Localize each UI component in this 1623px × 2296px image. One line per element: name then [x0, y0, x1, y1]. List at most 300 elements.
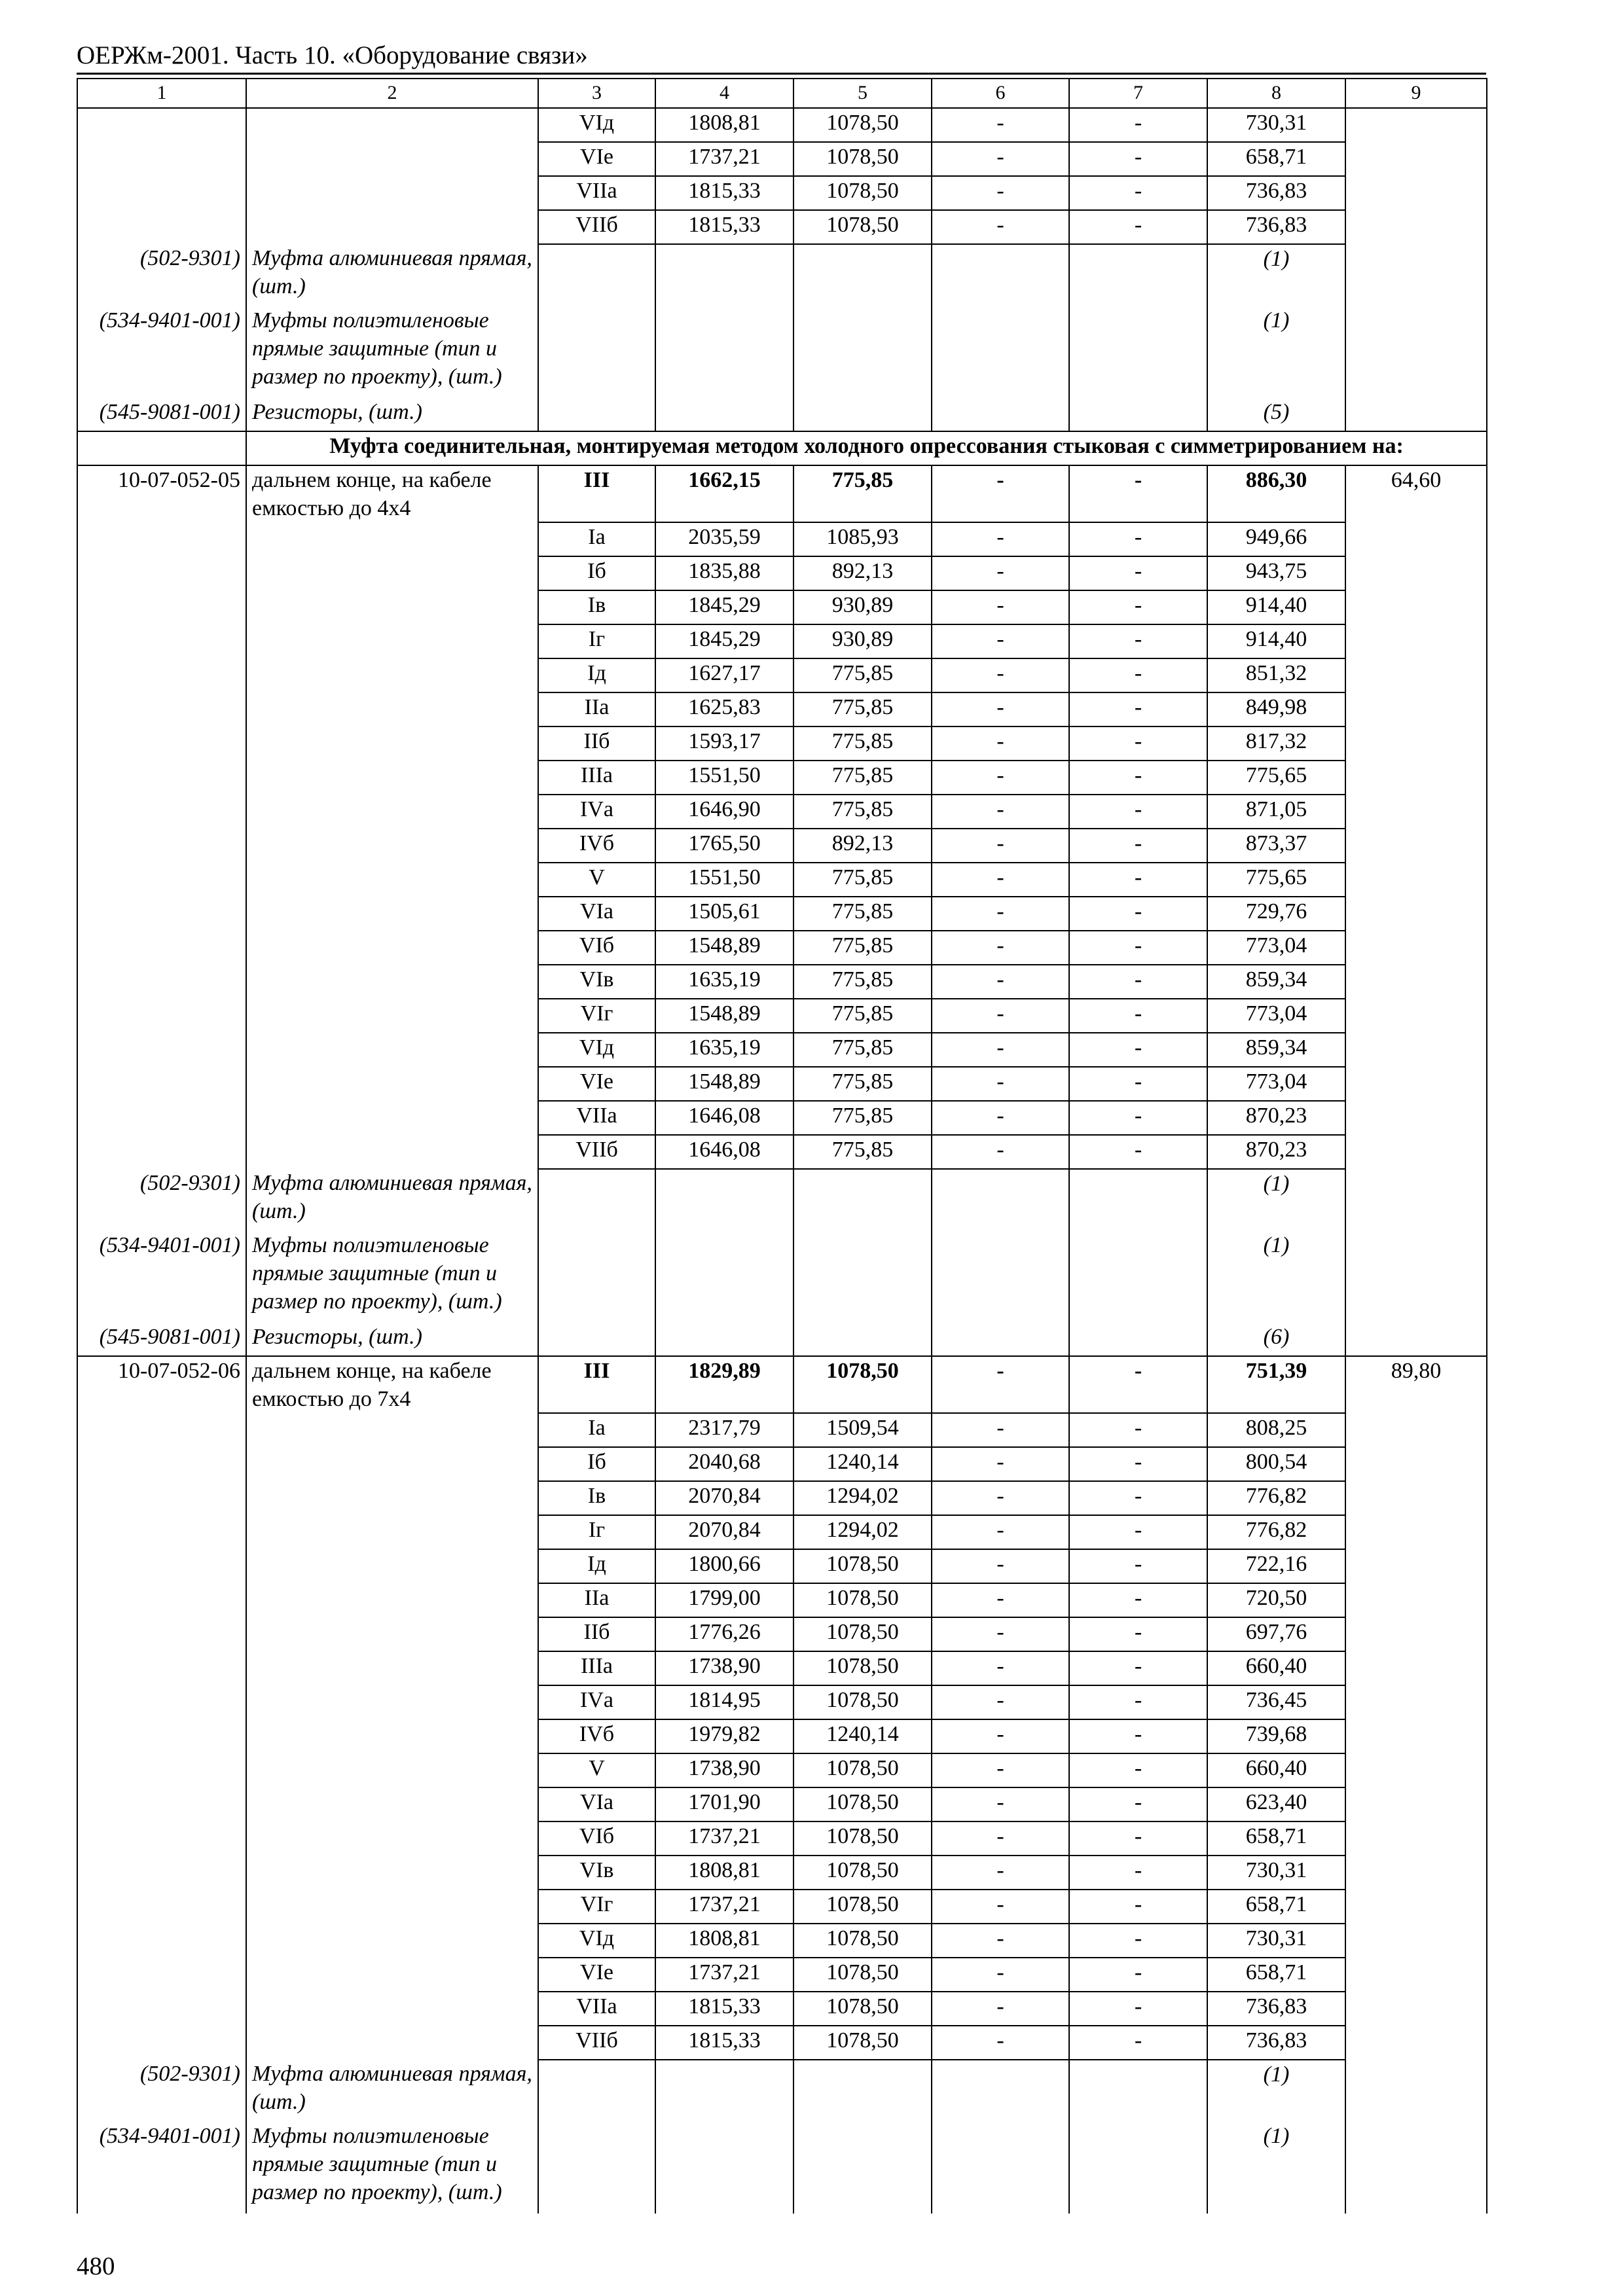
code-cell [77, 1753, 246, 1787]
materials-cell: 697,76 [1207, 1617, 1345, 1651]
driver-wages-cell: - [1069, 590, 1207, 624]
machines-cell: - [932, 1101, 1069, 1135]
zone-cell: VIе [538, 1067, 655, 1101]
code-cell: 10-07-052-05 [77, 465, 246, 522]
description-cell [246, 1856, 538, 1890]
zone-cell [538, 1323, 655, 1356]
rate-row [77, 1685, 1487, 1719]
rate-row [77, 1924, 1487, 1958]
code-cell [77, 522, 246, 556]
rate-row [77, 965, 1487, 999]
wages-cell: 1078,50 [793, 1787, 932, 1821]
driver-wages-cell: - [1069, 1101, 1207, 1135]
total-cost-cell: 1815,33 [655, 210, 793, 244]
wages-cell: 1294,02 [793, 1481, 932, 1515]
total-cost-cell: 1737,21 [655, 1890, 793, 1924]
driver-wages-cell: - [1069, 1515, 1207, 1549]
resource-row [77, 2060, 1487, 2122]
description-cell [246, 761, 538, 795]
code-cell [77, 1067, 246, 1101]
total-cost-cell: 1505,61 [655, 897, 793, 931]
code-cell [77, 1447, 246, 1481]
total-cost-cell [655, 2122, 793, 2214]
rate-row [77, 1753, 1487, 1787]
code-cell [77, 142, 246, 176]
code-cell: (534-9401-001) [77, 2122, 246, 2214]
description-cell [246, 692, 538, 726]
resource-row [77, 1231, 1487, 1323]
zone-cell: IIIа [538, 1651, 655, 1685]
rate-row [77, 726, 1487, 761]
driver-wages-cell [1069, 244, 1207, 306]
description-cell [246, 1067, 538, 1101]
total-cost-cell: 1800,66 [655, 1549, 793, 1583]
rate-row [77, 1890, 1487, 1924]
machines-cell: - [932, 1067, 1069, 1101]
code-cell [77, 1413, 246, 1447]
description-cell [246, 1447, 538, 1481]
wages-cell: 775,85 [793, 1067, 932, 1101]
labor-cell [1345, 897, 1487, 931]
column-number: 5 [793, 79, 932, 108]
zone-cell [538, 398, 655, 431]
materials-cell: 775,65 [1207, 863, 1345, 897]
total-cost-cell: 1829,89 [655, 1356, 793, 1413]
rate-row [77, 1787, 1487, 1821]
total-cost-cell: 1551,50 [655, 761, 793, 795]
labor-cell [1345, 1719, 1487, 1753]
zone-cell: Iг [538, 1515, 655, 1549]
code-cell [77, 999, 246, 1033]
labor-cell [1345, 1958, 1487, 1992]
code-cell: 10-07-052-06 [77, 1356, 246, 1413]
code-cell [77, 624, 246, 658]
machines-cell [932, 1231, 1069, 1323]
zone-cell: Iд [538, 658, 655, 692]
total-cost-cell: 1814,95 [655, 1685, 793, 1719]
column-number: 8 [1207, 79, 1345, 108]
rate-row [77, 1481, 1487, 1515]
materials-cell: 730,31 [1207, 1856, 1345, 1890]
description-cell [246, 1481, 538, 1515]
code-cell [77, 1101, 246, 1135]
description-cell [246, 1135, 538, 1169]
machines-cell: - [932, 556, 1069, 590]
labor-cell [1345, 1549, 1487, 1583]
description-cell [246, 590, 538, 624]
labor-cell [1345, 1169, 1487, 1231]
total-cost-cell: 1808,81 [655, 108, 793, 142]
code-cell: (545-9081-001) [77, 398, 246, 431]
rate-row [77, 590, 1487, 624]
resource-row [77, 1169, 1487, 1231]
wages-cell [793, 1231, 932, 1323]
total-cost-cell: 1593,17 [655, 726, 793, 761]
machines-cell: - [932, 795, 1069, 829]
zone-cell: VIа [538, 897, 655, 931]
labor-cell [1345, 726, 1487, 761]
machines-cell: - [932, 1413, 1069, 1447]
zone-cell: Iд [538, 1549, 655, 1583]
code-cell [77, 210, 246, 244]
resource-row [77, 306, 1487, 398]
driver-wages-cell: - [1069, 863, 1207, 897]
labor-cell [1345, 210, 1487, 244]
labor-cell [1345, 142, 1487, 176]
description-cell [246, 795, 538, 829]
machines-cell: - [932, 1651, 1069, 1685]
wages-cell: 775,85 [793, 1101, 932, 1135]
code-cell [77, 1787, 246, 1821]
wages-cell: 775,85 [793, 1135, 932, 1169]
rate-row [77, 658, 1487, 692]
materials-cell: 943,75 [1207, 556, 1345, 590]
labor-cell [1345, 795, 1487, 829]
wages-cell: 775,85 [793, 965, 932, 999]
materials-cell: (1) [1207, 1169, 1345, 1231]
description-cell [246, 1651, 538, 1685]
wages-cell [793, 1323, 932, 1356]
driver-wages-cell: - [1069, 1067, 1207, 1101]
rate-row [77, 897, 1487, 931]
description-cell [246, 522, 538, 556]
zone-cell: III [538, 1356, 655, 1413]
wages-cell: 1240,14 [793, 1719, 932, 1753]
wages-cell [793, 1169, 932, 1231]
materials-cell: 859,34 [1207, 965, 1345, 999]
materials-cell: 739,68 [1207, 1719, 1345, 1753]
description-cell [246, 726, 538, 761]
wages-cell: 1085,93 [793, 522, 932, 556]
wages-cell: 1509,54 [793, 1413, 932, 1447]
machines-cell: - [932, 1685, 1069, 1719]
wages-cell: 1078,50 [793, 1651, 932, 1685]
machines-cell: - [932, 1617, 1069, 1651]
wages-cell: 1078,50 [793, 1617, 932, 1651]
section-heading-row [77, 431, 1487, 465]
code-cell [77, 1821, 246, 1856]
machines-cell: - [932, 931, 1069, 965]
machines-cell: - [932, 176, 1069, 210]
code-cell [77, 1515, 246, 1549]
column-number: 3 [538, 79, 655, 108]
wages-cell: 1078,50 [793, 1549, 932, 1583]
rate-row [77, 1821, 1487, 1856]
driver-wages-cell: - [1069, 931, 1207, 965]
materials-cell: 775,65 [1207, 761, 1345, 795]
total-cost-cell: 1835,88 [655, 556, 793, 590]
driver-wages-cell [1069, 398, 1207, 431]
wages-cell [793, 306, 932, 398]
machines-cell [932, 1323, 1069, 1356]
total-cost-cell: 2040,68 [655, 1447, 793, 1481]
total-cost-cell [655, 398, 793, 431]
code-cell [77, 931, 246, 965]
rate-row [77, 795, 1487, 829]
zone-cell: VIв [538, 965, 655, 999]
machines-cell [932, 398, 1069, 431]
labor-cell [1345, 999, 1487, 1033]
machines-cell: - [932, 1447, 1069, 1481]
description-cell: Муфта алюминиевая прямая, (шт.) [246, 1169, 538, 1231]
labor-cell [1345, 1583, 1487, 1617]
code-cell [77, 1992, 246, 2026]
total-cost-cell: 2317,79 [655, 1413, 793, 1447]
zone-cell: VIг [538, 999, 655, 1033]
driver-wages-cell: - [1069, 2026, 1207, 2060]
driver-wages-cell: - [1069, 108, 1207, 142]
labor-cell [1345, 1890, 1487, 1924]
total-cost-cell: 1548,89 [655, 931, 793, 965]
zone-cell: Iа [538, 522, 655, 556]
zone-cell: VIIб [538, 2026, 655, 2060]
wages-cell: 775,85 [793, 692, 932, 726]
driver-wages-cell: - [1069, 726, 1207, 761]
rate-row [77, 1101, 1487, 1135]
materials-cell: (1) [1207, 2060, 1345, 2122]
page-number: 480 [77, 2252, 115, 2280]
document-header: ОЕРЖм-2001. Часть 10. «Оборудование связи» [77, 41, 588, 69]
labor-cell [1345, 1033, 1487, 1067]
materials-cell: 886,30 [1207, 465, 1345, 522]
description-cell: дальнем конце, на кабеле емкостью до 4х4 [246, 465, 538, 522]
total-cost-cell: 2070,84 [655, 1481, 793, 1515]
machines-cell: - [932, 1356, 1069, 1413]
zone-cell: IIб [538, 726, 655, 761]
description-cell [246, 1033, 538, 1067]
zone-cell: Iв [538, 1481, 655, 1515]
description-cell: Муфта алюминиевая прямая, (шт.) [246, 244, 538, 306]
total-cost-cell: 1646,08 [655, 1101, 793, 1135]
description-cell [246, 142, 538, 176]
materials-cell: 776,82 [1207, 1515, 1345, 1549]
materials-cell: 914,40 [1207, 590, 1345, 624]
code-cell [77, 897, 246, 931]
code-cell [77, 556, 246, 590]
code-cell [77, 1719, 246, 1753]
total-cost-cell [655, 2060, 793, 2122]
materials-cell: 849,98 [1207, 692, 1345, 726]
wages-cell: 1078,50 [793, 1753, 932, 1787]
total-cost-cell: 1765,50 [655, 829, 793, 863]
column-number: 1 [77, 79, 246, 108]
zone-cell: Iа [538, 1413, 655, 1447]
description-cell [246, 1787, 538, 1821]
driver-wages-cell [1069, 2060, 1207, 2122]
zone-cell: VIд [538, 108, 655, 142]
zone-cell: IVа [538, 795, 655, 829]
description-cell [246, 1413, 538, 1447]
wages-cell: 775,85 [793, 863, 932, 897]
total-cost-cell: 2070,84 [655, 1515, 793, 1549]
wages-cell: 775,85 [793, 658, 932, 692]
wages-cell [793, 398, 932, 431]
description-cell: Резисторы, (шт.) [246, 398, 538, 431]
materials-cell: (5) [1207, 398, 1345, 431]
labor-cell [1345, 2026, 1487, 2060]
materials-cell: (1) [1207, 244, 1345, 306]
rate-row [77, 1958, 1487, 1992]
description-cell [246, 1101, 538, 1135]
machines-cell: - [932, 465, 1069, 522]
zone-cell: VIIа [538, 1101, 655, 1135]
description-cell [246, 1924, 538, 1958]
labor-cell [1345, 965, 1487, 999]
wages-cell: 775,85 [793, 897, 932, 931]
labor-cell [1345, 1753, 1487, 1787]
materials-cell: 871,05 [1207, 795, 1345, 829]
labor-cell [1345, 176, 1487, 210]
zone-cell: IIа [538, 692, 655, 726]
machines-cell: - [932, 210, 1069, 244]
machines-cell [932, 2122, 1069, 2214]
machines-cell: - [932, 1583, 1069, 1617]
description-cell [246, 1617, 538, 1651]
description-cell [246, 2026, 538, 2060]
materials-cell: 729,76 [1207, 897, 1345, 931]
description-cell [246, 176, 538, 210]
wages-cell: 1078,50 [793, 1583, 932, 1617]
total-cost-cell: 2035,59 [655, 522, 793, 556]
zone-cell [538, 2060, 655, 2122]
description-cell [246, 1821, 538, 1856]
materials-cell: 751,39 [1207, 1356, 1345, 1413]
materials-cell: 722,16 [1207, 1549, 1345, 1583]
wages-cell: 1078,50 [793, 176, 932, 210]
wages-cell [793, 2122, 932, 2214]
code-cell: (534-9401-001) [77, 306, 246, 398]
total-cost-cell: 1815,33 [655, 2026, 793, 2060]
zone-cell: III [538, 465, 655, 522]
materials-cell: 859,34 [1207, 1033, 1345, 1067]
driver-wages-cell: - [1069, 658, 1207, 692]
total-cost-cell: 1662,15 [655, 465, 793, 522]
rate-row [77, 1515, 1487, 1549]
column-number: 7 [1069, 79, 1207, 108]
wages-cell: 1078,50 [793, 1924, 932, 1958]
labor-cell: 89,80 [1345, 1356, 1487, 1413]
machines-cell: - [932, 1515, 1069, 1549]
zone-cell: VIб [538, 1821, 655, 1856]
machines-cell: - [932, 624, 1069, 658]
zone-cell: IIIа [538, 761, 655, 795]
total-cost-cell: 1635,19 [655, 965, 793, 999]
driver-wages-cell: - [1069, 692, 1207, 726]
code-cell [77, 795, 246, 829]
code-cell [77, 1617, 246, 1651]
rate-row [77, 931, 1487, 965]
wages-cell: 1078,50 [793, 1958, 932, 1992]
wages-cell [793, 244, 932, 306]
materials-cell: 736,83 [1207, 2026, 1345, 2060]
description-cell [246, 1958, 538, 1992]
machines-cell: - [932, 965, 1069, 999]
machines-cell: - [932, 1958, 1069, 1992]
rate-row [77, 210, 1487, 244]
code-cell [77, 692, 246, 726]
driver-wages-cell: - [1069, 1549, 1207, 1583]
materials-cell: 720,50 [1207, 1583, 1345, 1617]
code-cell [77, 1583, 246, 1617]
materials-cell: 870,23 [1207, 1101, 1345, 1135]
materials-cell: (1) [1207, 306, 1345, 398]
labor-cell [1345, 1924, 1487, 1958]
machines-cell: - [932, 1787, 1069, 1821]
code-cell [77, 176, 246, 210]
machines-cell: - [932, 1890, 1069, 1924]
rate-row [77, 522, 1487, 556]
description-cell [246, 965, 538, 999]
total-cost-cell: 1548,89 [655, 1067, 793, 1101]
wages-cell: 775,85 [793, 761, 932, 795]
driver-wages-cell: - [1069, 1856, 1207, 1890]
labor-cell: 64,60 [1345, 465, 1487, 522]
machines-cell [932, 244, 1069, 306]
rate-row [77, 1719, 1487, 1753]
code-cell [77, 726, 246, 761]
description-cell [246, 210, 538, 244]
labor-cell [1345, 761, 1487, 795]
description-cell [246, 1549, 538, 1583]
total-cost-cell [655, 1169, 793, 1231]
labor-cell [1345, 1481, 1487, 1515]
driver-wages-cell: - [1069, 1719, 1207, 1753]
description-cell [246, 1719, 538, 1753]
rate-row [77, 863, 1487, 897]
machines-cell: - [932, 761, 1069, 795]
zone-cell [538, 244, 655, 306]
materials-cell: 736,83 [1207, 1992, 1345, 2026]
wages-cell: 930,89 [793, 624, 932, 658]
description-cell [246, 556, 538, 590]
driver-wages-cell: - [1069, 1924, 1207, 1958]
zone-cell: VIа [538, 1787, 655, 1821]
total-cost-cell: 1845,29 [655, 624, 793, 658]
driver-wages-cell: - [1069, 522, 1207, 556]
code-cell [77, 1856, 246, 1890]
driver-wages-cell: - [1069, 1447, 1207, 1481]
zone-cell: IVа [538, 1685, 655, 1719]
wages-cell: 775,85 [793, 931, 932, 965]
zone-cell: VIIб [538, 1135, 655, 1169]
total-cost-cell [655, 1323, 793, 1356]
zone-cell: Iв [538, 590, 655, 624]
total-cost-cell: 1799,00 [655, 1583, 793, 1617]
machines-cell: - [932, 1992, 1069, 2026]
code-cell [77, 1651, 246, 1685]
total-cost-cell: 1625,83 [655, 692, 793, 726]
driver-wages-cell: - [1069, 761, 1207, 795]
code-cell [77, 1924, 246, 1958]
materials-cell: 817,32 [1207, 726, 1345, 761]
code-cell [77, 1549, 246, 1583]
machines-cell: - [932, 829, 1069, 863]
wages-cell: 930,89 [793, 590, 932, 624]
materials-cell: 949,66 [1207, 522, 1345, 556]
total-cost-cell: 1808,81 [655, 1856, 793, 1890]
driver-wages-cell: - [1069, 1787, 1207, 1821]
rate-row [77, 624, 1487, 658]
materials-cell: 873,37 [1207, 829, 1345, 863]
wages-cell: 892,13 [793, 556, 932, 590]
labor-cell [1345, 1067, 1487, 1101]
machines-cell: - [932, 1549, 1069, 1583]
description-cell: Муфта алюминиевая прямая, (шт.) [246, 2060, 538, 2122]
machines-cell [932, 2060, 1069, 2122]
driver-wages-cell: - [1069, 1617, 1207, 1651]
labor-cell [1345, 1685, 1487, 1719]
code-cell: (502-9301) [77, 1169, 246, 1231]
